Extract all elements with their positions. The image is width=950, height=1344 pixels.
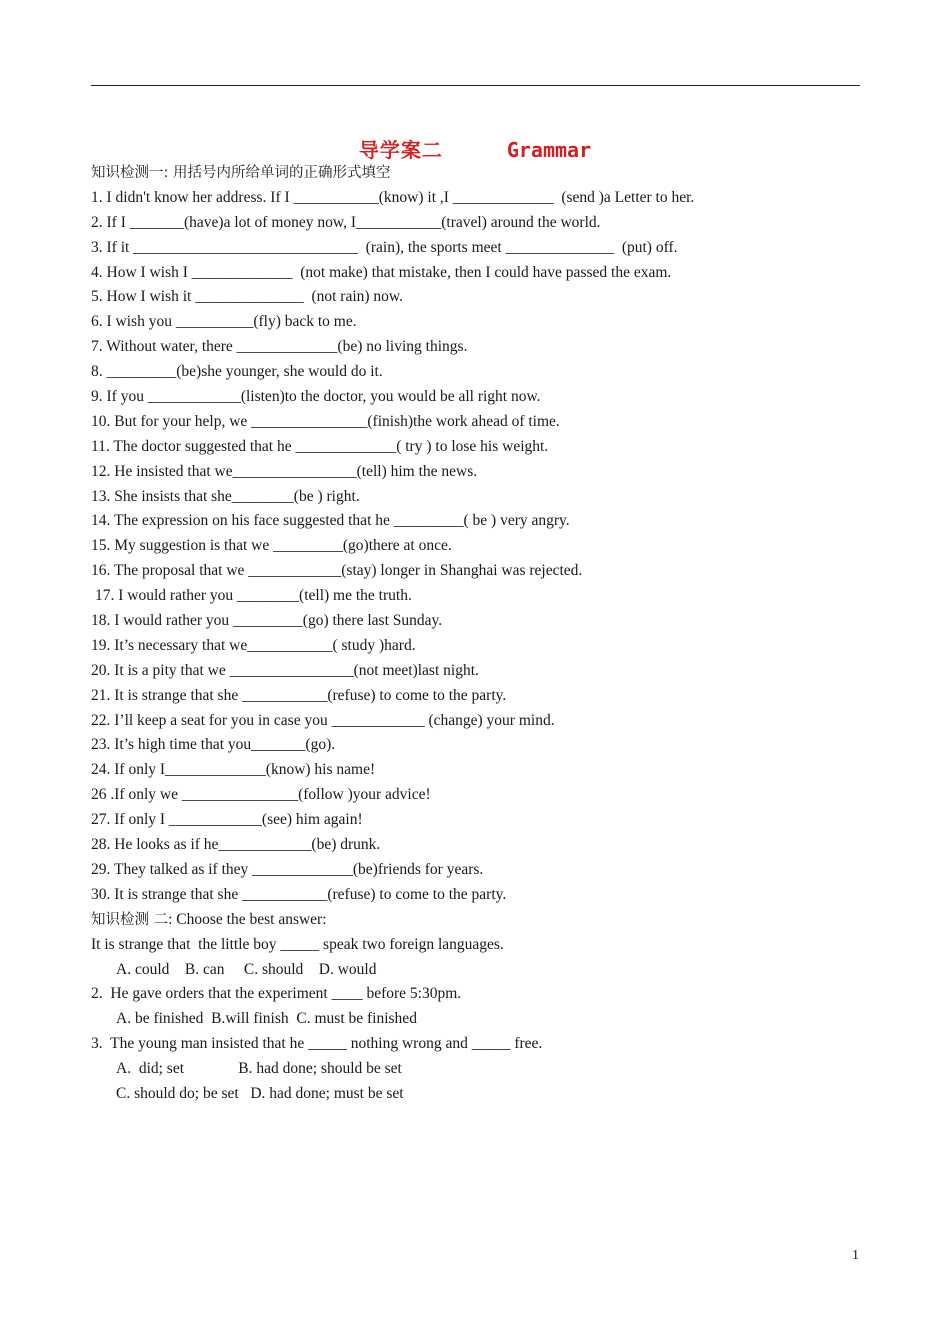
exercise-item-17: 17. I would rather you ________(tell) me the truth. xyxy=(95,587,412,605)
exercise-item-21: 21. It is strange that she ___________(refuse) to come to the party. xyxy=(91,686,507,704)
page-number: 1 xyxy=(852,1248,859,1263)
title-english: Grammar xyxy=(506,138,592,162)
exercise-item-8: 8. _________(be)she younger, she would do it. xyxy=(91,363,383,381)
question-2-options: A. be finished B.will finish C. must be finished xyxy=(116,1010,417,1028)
question-1-stem: It is strange that the little boy _____ speak two foreign languages. xyxy=(91,935,504,953)
exercise-item-20: 20. It is a pity that we ________________(not meet)last night. xyxy=(91,661,479,679)
page-title xyxy=(0,137,950,164)
question-3-stem: 3. The young man insisted that he _____ nothing wrong and _____ free. xyxy=(91,1035,543,1053)
exercise-item-2: 2. If I _______(have)a lot of money now, I___________(travel) around the world. xyxy=(91,213,601,231)
section2-heading-en: : Choose the best answer: xyxy=(168,910,327,928)
exercise-item-15: 15. My suggestion is that we _________(go)there at once. xyxy=(91,537,452,555)
question-2-stem: 2. He gave orders that the experiment ____ before 5:30pm. xyxy=(91,985,462,1003)
exercise-item-11: 11. The doctor suggested that he _____________( try ) to lose his weight. xyxy=(91,437,549,455)
exercise-item-23: 23. It’s high time that you_______(go). xyxy=(91,736,336,754)
exercise-item-4: 4. How I wish I _____________ (not make) that mistake, then I could have passed the exam. xyxy=(91,263,672,281)
worksheet-body xyxy=(91,161,861,1107)
exercise-item-26: 26 .If only we _______________(follow )your advice! xyxy=(91,786,431,804)
exercise-item-7: 7. Without water, there _____________(be) no living things. xyxy=(91,338,468,356)
exercise-item-1: 1. I didn't know her address. If I ___________(know) it ,I _____________ (send )a Letter to her. xyxy=(91,188,695,206)
question-1-options: A. could B. can C. should D. would xyxy=(116,960,377,978)
section2-heading-cn: 知识检测 二 xyxy=(91,911,169,928)
exercise-item-24: 24. If only I_____________(know) his name! xyxy=(91,761,376,779)
exercise-item-9: 9. If you ____________(listen)to the doctor, you would be all right now. xyxy=(91,388,541,406)
exercise-item-18: 18. I would rather you _________(go) there last Sunday. xyxy=(91,612,443,630)
section2-heading xyxy=(91,908,861,933)
exercise-item-13: 13. She insists that she________(be ) right. xyxy=(91,487,360,505)
exercise-item-6: 6. I wish you __________(fly) back to me. xyxy=(91,313,357,331)
title-chinese: 导学案二 xyxy=(358,138,443,162)
header-rule xyxy=(91,85,860,86)
exercise-item-12: 12. He insisted that we________________(tell) him the news. xyxy=(91,462,478,480)
exercise-item-14: 14. The expression on his face suggested that he _________( be ) very angry. xyxy=(91,512,570,530)
exercise-item-29: 29. They talked as if they _____________(be)friends for years. xyxy=(91,860,484,878)
exercise-item-3: 3. If it _____________________________ (rain), the sports meet ______________ (put) off. xyxy=(91,238,678,256)
exercise-item-27: 27. If only I ____________(see) him again! xyxy=(91,811,363,829)
exercise-item-22: 22. I’ll keep a seat for you in case you ____________ (change) your mind. xyxy=(91,711,555,729)
exercise-item-10: 10. But for your help, we _______________(finish)the work ahead of time. xyxy=(91,412,560,430)
exercise-item-16: 16. The proposal that we ____________(stay) longer in Shanghai was rejected. xyxy=(91,562,583,580)
exercise-item-19: 19. It’s necessary that we___________( study )hard. xyxy=(91,636,416,654)
question-3-options-a: A. did; set B. had done; should be set xyxy=(116,1060,402,1078)
exercise-item-28: 28. He looks as if he____________(be) drunk. xyxy=(91,836,381,854)
exercise-item-5: 5. How I wish it ______________ (not rain) now. xyxy=(91,288,403,306)
question-3-options-b: C. should do; be set D. had done; must be set xyxy=(116,1084,404,1102)
section1-heading: 知识检测一: 用括号内所给单词的正确形式填空 xyxy=(91,165,391,181)
exercise-item-30: 30. It is strange that she ___________(refuse) to come to the party. xyxy=(91,885,507,903)
